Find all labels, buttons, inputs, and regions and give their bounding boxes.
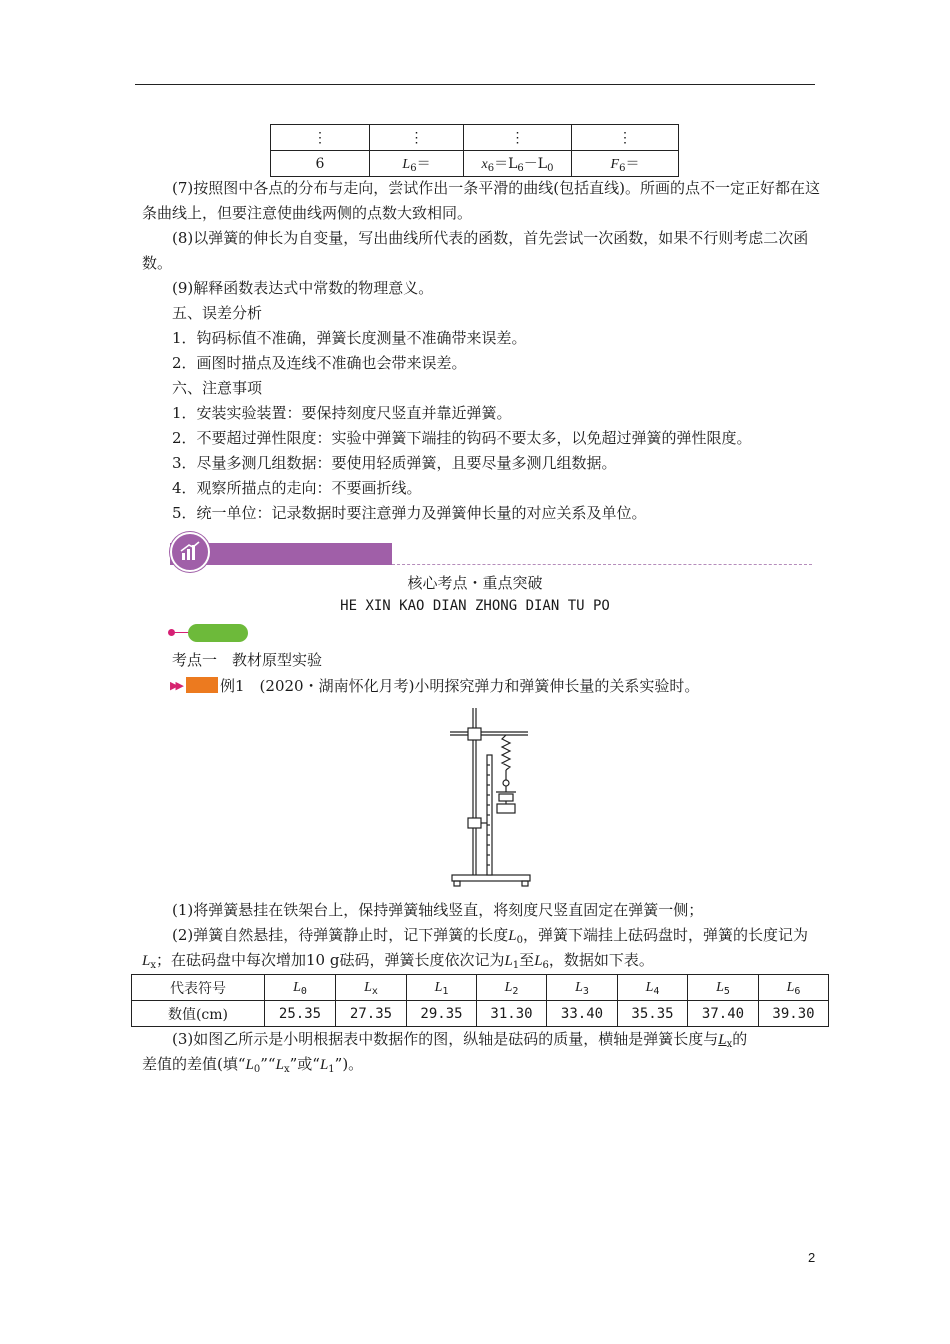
table-cell: 37.40: [688, 1001, 759, 1027]
table-cell: ⋮: [464, 125, 572, 151]
topic-marker: [188, 624, 248, 642]
note-item: 2．不要超过弹性限度：实验中弹簧下端挂的钩码不要太多，以免超过弹簧的弹性限度。: [172, 429, 752, 447]
note-item: 4．观察所描点的走向：不要画折线。: [172, 479, 422, 497]
section-title-en: HE XIN KAO DIAN ZHONG DIAN TU PO: [340, 598, 610, 614]
table-cell: 6: [271, 151, 370, 177]
table-cell: 35.35: [618, 1001, 688, 1027]
page-number: 2: [808, 1250, 816, 1265]
table-cell: ⋮: [370, 125, 464, 151]
spring-apparatus-figure: [440, 700, 540, 890]
table-header-cell: $L_x$: [336, 975, 407, 1001]
section-title-cn: 核心考点・重点突破: [407, 574, 543, 592]
fast-forward-icon: ▶▶: [170, 679, 181, 692]
step-9: (9)解释函数表达式中常数的物理意义。: [172, 279, 434, 297]
example-marker: [186, 677, 218, 693]
table-row: [132, 975, 829, 1001]
table-header-cell: $L_5$: [688, 975, 759, 1001]
table-cell: 31.30: [477, 1001, 547, 1027]
error-analysis-title: 五、误差分析: [172, 304, 263, 322]
error-item: 1．钩码标值不准确，弹簧长度测量不准确带来误差。: [172, 329, 527, 347]
example-heading: 例1 (2020・湖南怀化月考)小明探究弹力和弹簧伸长量的关系实验时。: [220, 677, 700, 695]
spring-length-table: [131, 974, 829, 1027]
table-row: [132, 1001, 829, 1027]
table-header-cell: $L_1$: [407, 975, 477, 1001]
table-cell: $F_6=$: [572, 151, 679, 177]
data-table-continued: [270, 124, 679, 177]
table-cell: 27.35: [336, 1001, 407, 1027]
table-header-cell: $L_4$: [618, 975, 688, 1001]
note-item: 5．统一单位：记录数据时要注意弹力及弹簧伸长量的对应关系及单位。: [172, 504, 647, 522]
notes-title: 六、注意事项: [172, 379, 263, 397]
question-2-line1: (2)弹簧自然悬挂，待弹簧静止时，记下弹簧的长度$L_0$，弹簧下端挂上砝码盘时，弹簧的长度记为: [172, 926, 808, 946]
table-header-cell: $L_2$: [477, 975, 547, 1001]
table-cell: 39.30: [759, 1001, 829, 1027]
header-rule: [135, 84, 815, 85]
step-8: (8)以弹簧的伸长为自变量，写出曲线所代表的函数，首先尝试一次函数，如果不行则考虑二次函数。: [142, 229, 809, 272]
table-cell: ⋮: [271, 125, 370, 151]
table-row: [271, 125, 679, 151]
question-3-line1: (3)如图乙所示是小明根据表中数据作的图，纵轴是砝码的质量，横轴是弹簧长度与$L_x$的: [172, 1030, 748, 1050]
table-cell: 29.35: [407, 1001, 477, 1027]
section-divider: [392, 564, 812, 565]
question-1: (1)将弹簧悬挂在铁架台上，保持弹簧轴线竖直，将刻度尺竖直固定在弹簧一侧；: [172, 901, 704, 919]
table-header-cell: 代表符号: [132, 975, 265, 1001]
question-3-line2: 差值的差值(填“$L_0”“L_x$”或“$L_1$”)。: [142, 1055, 364, 1075]
table-header-cell: $L_6$: [759, 975, 829, 1001]
chart-growth-icon: [170, 532, 210, 572]
question-2-line2: $L_x$；在砝码盘中每次增加10 g砝码，弹簧长度依次记为$L_1$至$L_6$，数据如下表。: [142, 951, 654, 971]
table-cell: ⋮: [572, 125, 679, 151]
table-header-cell: $L_0$: [265, 975, 336, 1001]
error-item: 2．画图时描点及连线不准确也会带来误差。: [172, 354, 467, 372]
table-cell: $L_6=$: [370, 151, 464, 177]
note-item: 3．尽量多测几组数据：要使用轻质弹簧，且要尽量多测几组数据。: [172, 454, 617, 472]
table-cell: $x_6=L_6-L_0$: [464, 151, 572, 177]
table-cell: 25.35: [265, 1001, 336, 1027]
note-item: 1．安装实验装置：要保持刻度尺竖直并靠近弹簧。: [172, 404, 512, 422]
kaodian-title: 考点一 教材原型实验: [172, 651, 323, 669]
table-cell: 数值(cm): [132, 1001, 265, 1027]
table-header-cell: $L_3$: [547, 975, 618, 1001]
step-7: (7)按照图中各点的分布与走向，尝试作出一条平滑的曲线(包括直线)。所画的点不一定正好都在这条曲线上，但要注意使曲线两侧的点数大致相同。: [142, 179, 820, 222]
table-row: [271, 151, 679, 177]
table-cell: 33.40: [547, 1001, 618, 1027]
